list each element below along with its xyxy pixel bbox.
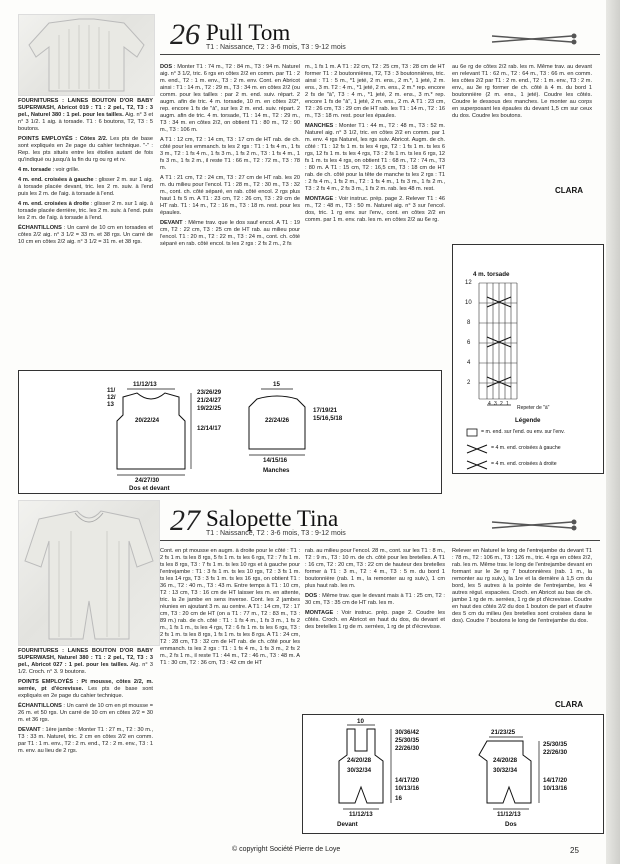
dim-label: 14/15/16 — [263, 457, 288, 464]
pattern-sizes: T1 : Naissance, T2 : 3-6 mois, T3 : 9-12 mois — [206, 44, 346, 51]
pull-tom-photo — [18, 14, 155, 96]
para-text: au 6e rg de côtes 2/2 rab. les m. Même trav. au devant en relevant T1 : 62 m., T2 : 64 m., T3 : 66 m. en comm. les côtes 2/2 par T1 : 2 m. end., T2 : 1 m. env., T3 : 2 m. env., au 3e rg former de ch. côté à 4 m. du bord 1 boutonnière (2 m. ens., 1 jeté). Coudre les côtés. Coudre le dessous des manches. Le monter au corps en superposant les épaules du devant 1,5 cm sur ceux du dos. Coudre les boutons. — [452, 64, 592, 119]
dim-label: 25/30/35 — [543, 741, 568, 748]
dim-label: 17/19/21 — [313, 407, 338, 414]
col-label: 3 — [494, 401, 497, 407]
dim-label: 24/27/30 — [135, 477, 160, 484]
dim-label: 11/12/13 — [497, 811, 521, 818]
para-text: : glisser 2 m. sur 1 aig. à torsade placée devant, tric. les 2 m. suiv. à l'end puis les 2 m. de l'aig. à torsade à l'end. — [18, 177, 153, 197]
dim-label: 10/13/16 — [395, 785, 420, 792]
row-label: 8 — [467, 320, 471, 326]
dim-label: 19/22/25 — [197, 405, 222, 412]
para-heading: DEVANT — [18, 727, 41, 733]
pull-tom-col3 — [305, 64, 445, 227]
designer-credit: CLARA — [555, 700, 583, 709]
paragraph — [18, 177, 153, 198]
para-heading: 4 m. end. croisées à gauche — [18, 177, 94, 183]
pattern-title: Pull Tom — [206, 20, 291, 45]
col-label: 4 — [488, 401, 491, 407]
legend-item: = 4 m. end. croisées à droite — [491, 461, 557, 467]
para-text: : Voir instruc. prép. page 2. Relever T1 : 46 m., T2 : 48 m., T3 : 50 m. Naturel aig. n° 3 sur l'encol. dos, tric. 1 rg env. sur l'env., cont. en côtes 2/2 en comm. par 1 m. env. rab. les m. en côtes 2/2 au 6e rg. — [305, 196, 445, 223]
dim-label: 16 — [395, 795, 402, 802]
legend-item: = 4 m. end. croisées à gauche — [491, 445, 561, 451]
dim-label: 23/26/29 — [197, 389, 222, 396]
paragraph — [305, 123, 445, 193]
designer-credit: CLARA — [555, 186, 583, 195]
paragraph — [160, 548, 300, 667]
paragraph — [160, 220, 300, 248]
page-number: 25 — [570, 846, 579, 855]
dim-label: 21/24/27 — [197, 397, 222, 404]
paragraph — [18, 167, 153, 174]
paragraph — [305, 196, 445, 224]
para-text: : glisser 2 m. sur 1 aig. à torsade placée derrière, tric. les 2 m. suiv. à l'end. puis les 2 m. de l'aig. à torsade à l'end. — [18, 201, 153, 221]
pattern-title: Salopette Tina — [206, 506, 339, 531]
dim-label: 30/32/34 — [347, 767, 372, 774]
dim-label: 10/13/16 — [543, 785, 568, 792]
col-label: 2 — [500, 401, 503, 407]
paragraph — [18, 679, 153, 700]
paragraph — [305, 593, 445, 607]
para-text: : Voir instruc. prép. page 2. Coudre les côtés. Croch. en Abricot en haut du dos, du devant et des bretelles 1 rg de m. serrées, 1 rg de pt d'écrevisse. — [305, 610, 445, 630]
dim-label: 22/26/30 — [395, 745, 420, 752]
dim-label: 30/32/34 — [493, 767, 518, 774]
dim-label: 12/14/17 — [197, 425, 222, 432]
knitting-needles-icon — [490, 514, 580, 534]
paragraph — [18, 648, 153, 676]
pattern-number: 27 — [170, 504, 200, 537]
dim-label: 30/36/42 — [395, 729, 420, 736]
para-heading: 4 m. end. croisées à droite — [18, 201, 90, 207]
dim-label: 15/16,5/18 — [313, 415, 343, 422]
para-heading: ÉCHANTILLONS — [18, 703, 62, 709]
paragraph — [160, 175, 300, 217]
para-text: : Monter T1 : 74 m., T2 : 84 m., T3 : 94 m. Naturel aig. n° 3 1/2, tric. 6 rgs en côtes 2/2 en comm. par T1 : 2 m. end., T2 : 1 m. env., T3 : 2 m. env. Cont. en Abricot ainsi : T1 : 14 m., T2 : 29 m., T3 : 34 m. en côtes 2/2 (ou comm. pour les tailles : par 2 m. end. suiv. répart. 2 augm. afin de tric. 4 m. torsade, 10 m. en côtes 2/2*, rep. encore 1 fs de "à", sur les 2 m. end. suiv. répart. 2 augm. afin de tric. 4 m. torsade, T1 : 14 m., T2 : 29 m., T3 : 34 m. en côtes 2/2, on obtient T1 : 80 m., T2 : 90 m., T3 : 106 m. — [160, 64, 300, 133]
paragraph — [18, 136, 153, 164]
para-text: Les pts de base sont expliqués en 2e page du cahier technique. "-" : Rep. les pts situés entre les étoiles autant de fois qu'indiqué ou jusqu'à la fin du rg ou rg et rv. — [18, 136, 153, 163]
para-heading: 4 m. torsade — [18, 167, 51, 173]
grid-title: 4 m. torsade — [473, 271, 510, 278]
header-rule — [160, 54, 600, 55]
sweater-illustration — [19, 15, 154, 95]
para-text: m., 1 fs 1 m. A T1 : 22 cm, T2 : 25 cm, T3 : 28 cm de HT former T1 : 2 boutonnières, T2, T3 : 3 boutonnières, tric. ainsi : T1 : 5 m., *1 jeté, 2 m. ens., 2 m.*, 1 jeté, 2 m. ens., 3 m. T2 : 4 m., *1 jeté, 2 m. ens., 2 m.* rep. encore 2 fs de "à", T3 : 4 m., *1 jeté, 2 m. ens., 3 m.* rep. encore 1 fs de "à", 1 jeté, 2 m. ens., 2 m. A T1 : 23 cm, T2 : 26 cm, T3 : 29 cm de HT rab. les T1 : 14 m., T2 : 16 m., T3 : 18 m. rest. pour les épaules. — [305, 64, 445, 119]
dim-label: 15 — [273, 381, 280, 388]
para-text: : voir grille. — [50, 167, 80, 173]
schematic-drawing — [19, 371, 441, 493]
overalls-illustration — [19, 501, 159, 645]
para-text: : Un carré de 10 cm en pt mousse = 26 m. et 50 rgs. Un carré de 10 cm en côtes 2/2 = 30 m. et 36 rgs. — [18, 703, 153, 723]
para-heading: FOURNITURES : LAINES BOUTON D'OR BABY SUPERWASH, Naturel 380 : T1 : 2 pel., T2, T3 : 3 pel., Abricot 027 : 1 pel. pour les tailles. — [18, 648, 153, 668]
dim-label: 24/20/28 — [493, 757, 518, 764]
row-label: 6 — [467, 340, 471, 346]
salopette-col3 — [305, 548, 445, 634]
para-heading: POINTS EMPLOYÉS : Côtes 2/2. — [18, 136, 108, 142]
paragraph — [18, 703, 153, 724]
para-text: Aig. n° 3 1/2. Croch. n° 3. 9 boutons. — [18, 662, 153, 675]
paragraph — [160, 137, 300, 172]
copyright: © copyright Société Pierre de Loye — [232, 846, 341, 853]
row-label: 2 — [467, 380, 471, 386]
header-rule — [160, 540, 600, 541]
para-text: : Même trav. que le devant mais à T1 : 25 cm, T2 : 30 cm, T3 : 35 cm de HT rab. les m. — [305, 593, 445, 606]
paragraph — [452, 548, 592, 625]
schematic-drawing — [303, 715, 603, 833]
paragraph — [305, 610, 445, 631]
para-heading: FOURNITURES : LAINES BOUTON D'OR BABY SUPERWASH, Abricot 019 : T1 : 2 pel., T2, T3 : 3 pel., Naturel 380 : 1 pel. pour les tailles. — [18, 98, 153, 118]
para-text: A T1 : 21 cm, T2 : 24 cm, T3 : 27 cm de HT rab. les 20 m. du milieu pour l'encol. T1 : 28 m., T2 : 30 m., T3 : 32 m., cont. ch. côté séparé, en rab. côté encol. 2 rgs plus haut 1 fs 5 m. A T1 : 23 cm, T2 : 26 cm, T3 : 29 cm de HT rab. T1 : 14 m., T2 : 16 m., T3 : 18 m. rest. pour les épaules. — [160, 175, 300, 216]
dim-label: 10 — [357, 718, 364, 725]
para-text: : Monter T1 : 44 m., T2 : 48 m., T3 : 52 m. Naturel aig. n° 3 1/2, tric. en côtes 2/2 en comm. par 1 m. env. 4 rgs Naturel, les rgs suiv. Abricot. Augm. de ch. côté : T1 : 12 fs 1 m. ts les 4 rgs, T2 : 1 fs 1 m. ts les 6 rgs, 12 fs 1 m. ts les 4 rgs, T3 : 2 fs 1 m. ts les 6 rgs, 12 fs 1 m. ts les 4 rgs, on obtient T1 : 68 m., T2 : 74 m., T3 : 80 m. A T1 : 15 cm, T2 : 16,5 cm, T3 : 18 cm de HT rab. de ch. côté pour la tête de manche ts les 2 rgs : T1 : 2 fs 4 m., 1 fs 2 m., T2 : 1 fs 4 m., 1 fs 3 m., 1 fs 2 m., T3 : 2 fs 4 m., 2 fs 3 m., 1 fs 2 m. rab. les 48 m. rest. — [305, 123, 445, 192]
dim-label: 22/26/30 — [543, 749, 568, 756]
para-text: : Un carré de 10 cm en torsades et côtes 2/2 aig. n° 3 1/2 = 33 m. et 38 rgs. Un carré de 10 cm en côtes 2/2 aig. n° 3 1/2 = 31 m. et 38 rgs. — [18, 225, 153, 245]
repeat-label: Repeter de "à" — [517, 405, 550, 411]
dim-label: 14/17/20 — [395, 777, 420, 784]
diagram-caption: Devant — [337, 821, 358, 828]
para-heading: MANCHES — [305, 123, 334, 129]
paragraph — [160, 64, 300, 134]
dim-label: 25/30/35 — [395, 737, 420, 744]
para-text: Les pts de base sont expliqués en 2e page du cahier technique. — [18, 686, 153, 699]
para-heading: DOS — [305, 593, 318, 599]
para-text: rab. au milieu pour l'encol. 28 m., cont. sur les T1 : 8 m., T2 : 9 m., T3 : 10 m. de ch. côté pour les bretelles. A T1 : 16 cm, T2 : 20 cm, T3 : 22 cm de hauteur des bretelles former à T1 : 3 m., T2 : 4 m., T3 : 5 m. du bord 1 boutonnière (rab. 1 m., la remonter au rg suiv.), 1 cm plus haut rab. les m. — [305, 548, 445, 589]
para-heading: MONTAGE — [305, 610, 334, 616]
pull-tom-col2 — [160, 64, 300, 251]
legend-item: = m. end. sur l'end. ou env. sur l'env. — [481, 429, 565, 435]
knitting-needles-icon — [490, 28, 580, 48]
salopette-col1 — [18, 648, 153, 758]
para-text: Relever en Naturel le long de l'entrejambe du devant T1 : 78 m., T2 : 106 m., T3 : 126 m., tric. 4 rgs en côtes 2/2, rab. les m. Même trav. le long de l'entrejambe devant en formant sur le 3e rg 7 boutonnières (rab. 1 m., la remonter au rg suiv.), la 1re et la dernière à 1,5 cm du bord, les 5 autres à la pointe de l'entrejambe, les 4 autres régul. espacées. Croch. en Abricot au bas de ch. jambe 1 rg de m. serrées, 1 rg de pt d'écrevisse. Coudre en haut des côtés 2/2 du dos 1 bouton de part et d'autre des 5 cm du milieu (les bretelles sont croisées dans le dos). Coudre 7 boutons le long de l'entrejambe du dos. — [452, 548, 592, 624]
diagram-caption: Manches — [263, 467, 290, 474]
diagram-caption: Dos et devant — [129, 485, 170, 492]
torsade-chart — [453, 245, 603, 473]
dim-label: 11/ 12/ 13 — [107, 387, 116, 408]
dim-label: 20/22/24 — [135, 417, 160, 424]
para-text: A T1 : 12 cm, T2 : 14 cm, T3 : 17 cm de HT rab. de ch. côté pour les emmanch. ts les 2 rgs : T1 : 1 fs 4 m., 1 fs 3 m., T2 : 1 fs 4 m., 1 fs 3 m., 1 fs 2 m., T3 : 1 fs 4 m., 1 fs 3 m., 1 fs 2 m., il reste T1 : 66 m., T2 : 72 m., T3 : 78 m. — [160, 137, 300, 171]
dim-label: 11/12/13 — [133, 381, 157, 388]
salopette-tina-photo — [18, 500, 160, 646]
para-heading: DOS — [160, 64, 173, 70]
para-heading: DEVANT — [160, 220, 183, 226]
pattern-sizes: T1 : Naissance, T2 : 3-6 mois, T3 : 9-12 mois — [206, 530, 346, 537]
diagram-caption: Dos — [505, 821, 517, 828]
pattern-number: 26 — [170, 18, 200, 51]
col-label: 1 — [506, 401, 509, 407]
pull-tom-schematic — [18, 370, 442, 494]
paragraph — [452, 64, 592, 120]
paragraph — [305, 548, 445, 590]
row-label: 4 — [467, 360, 471, 366]
legend-box — [452, 244, 604, 474]
pull-tom-col1 — [18, 98, 153, 249]
pull-tom-col4 — [452, 64, 592, 123]
para-text: : 1ère jambe : Monter T1 : 27 m., T2 : 30 m., T3 : 33 m. Naturel, tric. 2 cm en côtes 2/2 en comm. par T1 : 1 m. env., T2 : 2 m. end., T2 : 2 m. env., T3 : 1 m. env. au lieu de 2 rgs. — [18, 727, 153, 754]
paragraph — [18, 201, 153, 222]
legend-title: Légende — [515, 417, 541, 424]
dim-label: 21/23/25 — [491, 729, 516, 736]
row-label: 12 — [465, 280, 472, 286]
salopette-col2 — [160, 548, 300, 670]
dim-label: 14/17/20 — [543, 777, 568, 784]
salopette-schematic — [302, 714, 604, 834]
para-text: Aig. n° 3 et n° 3 1/2. 1 aig. à torsade. T1 : 6 boutons, T2, T3 : 5 boutons. — [18, 112, 153, 132]
salopette-col4 — [452, 548, 592, 628]
para-text: : Même trav. que le dos sauf encol. A T1 : 19 cm, T2 : 22 cm, T3 : 25 cm de HT rab. au milieu pour l'encol. T1 : 20 m., T2 : 22 m., T3 : 24 m., cont. ch. côté séparé en rab. côté encol. ts les 2 rgs : 2 fs 2 m., 2 fs — [160, 220, 300, 247]
paragraph — [18, 727, 153, 755]
para-text: Cont. en pt mousse en augm. à droite pour le côté : T1 : 2 fs 1 m. ts les 8 rgs, 5 fs 1 m. ts les 6 rgs, T2 : 7 fs 1 m. ts les 8 rgs, T3 : 7 fs 1 m. ts les 10 rgs et à gauche pour l'entrejambe : T1 : 3 fs 1 m. ts les 10 rgs, T2 : 3 fs 1 m. ts les 14 rgs, T3 : 3 fs 1 m. ts les 16 rgs, on obtient T1 : 36 m., T2 : 40 m., T3 : 43 m. Entre temps à T1 : 10 cm, T2 : 13 cm, T3 : 16 cm de HT laisser les m. en attente, tric. la 2e jambe en sens inverse. Cont. les 2 jambes réunies en ajoutant 3 m. au centre. A T1 : 14 cm, T2 : 17 cm, T3 : 20 cm de HT (on a T1 : 77 m., T2 : 83 m., T3 : 89 m.) rab. de ch. côté : T1 : 1 fs 4 m., 1 fs 3 m., 1 fs 2 m., 1 fs 1 m., ts les 4 rgs, T2 : 6 fs 1 m. ts les 6 rgs, T3 : 2 fs 1 m. ts les 8 rgs, 1 fs 1 m. ts les 8 rgs. A T1 : 24 cm, T2 : 28 cm, T3 : 32 cm de HT rab. de ch. côté pour les emmanch. ts les 2 rgs : T1 : 1 fs 4 m., 1 fs 3 m., 2 fs 2 m., 2 fs 1 m., il reste T1 : 44 m., T2 : 46 m., T3 : 48 m. A T1 : 30 cm, T2 : 36 cm, T3 : 42 cm de HT — [160, 548, 300, 666]
row-label: 10 — [465, 300, 472, 306]
paragraph — [18, 225, 153, 246]
para-heading: MONTAGE — [305, 196, 334, 202]
para-heading: POINTS EMPLOYÉS : Pt mousse, côtes 2/2, m. serrée, pt d'écrevisse. — [18, 679, 153, 692]
page-edge — [606, 0, 620, 864]
paragraph — [18, 98, 153, 133]
paragraph — [305, 64, 445, 120]
dim-label: 24/20/28 — [347, 757, 372, 764]
dim-label: 22/24/26 — [265, 417, 290, 424]
dim-label: 11/12/13 — [349, 811, 373, 818]
para-heading: ÉCHANTILLONS — [18, 225, 62, 231]
